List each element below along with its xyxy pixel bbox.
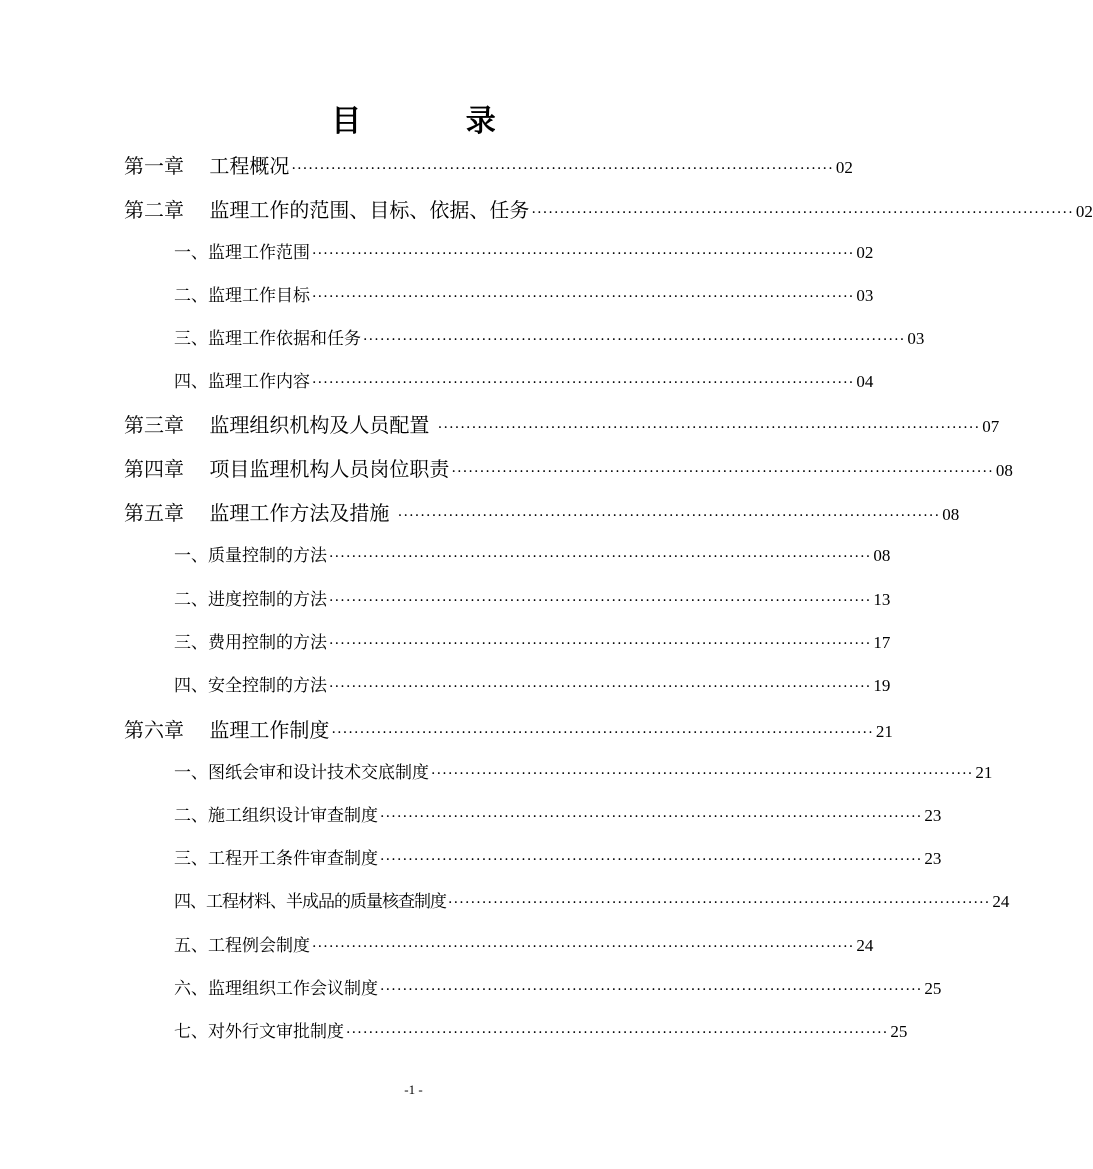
- toc-dot-leader: ································································································: [312, 939, 855, 955]
- toc-dot-leader: ································································································: [329, 549, 872, 565]
- toc-entry-title: 二、施工组织设计审查制度: [174, 806, 378, 826]
- toc-page-number: 24: [992, 892, 1010, 911]
- toc-page-number: 21: [875, 722, 893, 741]
- toc-dot-leader: ································································································: [346, 1025, 889, 1041]
- toc-entry-section[interactable]: [174, 976, 942, 1003]
- toc-page-number: 19: [873, 676, 891, 695]
- toc-page-number: 25: [890, 1022, 908, 1041]
- toc-dot-leader: ································································································: [437, 420, 981, 436]
- toc-entry-title: 第四章 项目监理机构人员岗位职责: [124, 457, 450, 481]
- toc-dot-leader: ································································································: [451, 464, 994, 480]
- toc-page-number: 17: [873, 633, 891, 652]
- toc-entry-section[interactable]: [174, 587, 891, 614]
- toc-page-number: 23: [924, 806, 942, 825]
- toc-entry-title: 四、工程材料、半成品的质量核查制度: [174, 892, 446, 912]
- toc-entry-section[interactable]: [174, 283, 874, 310]
- toc-page-number: 02: [1075, 202, 1093, 221]
- toc-dot-leader: ································································································: [291, 161, 834, 177]
- toc-entry-section[interactable]: [174, 846, 942, 873]
- page-title: 目 录: [331, 104, 496, 139]
- toc-dot-leader: ································································································: [363, 332, 906, 348]
- toc-entry-section[interactable]: [174, 803, 942, 830]
- toc-entry-section[interactable]: [174, 543, 891, 570]
- toc-dot-leader: ································································································: [380, 982, 923, 998]
- toc-dot-leader: ································································································: [448, 895, 991, 911]
- page-number-footer: -1 -: [404, 1082, 423, 1097]
- toc-entry-section[interactable]: [174, 630, 891, 657]
- toc-dot-leader: ································································································: [397, 508, 941, 524]
- toc-dot-leader: ································································································: [431, 766, 974, 782]
- toc-page-number: 03: [856, 286, 874, 305]
- toc-entry-section[interactable]: [174, 889, 1010, 916]
- toc-dot-leader: ································································································: [331, 725, 874, 741]
- toc-entry-title: 第五章 监理工作方法及措施: [124, 501, 396, 525]
- toc-entry-chapter-4[interactable]: [124, 455, 1013, 486]
- toc-entry-title: 三、监理工作依据和任务: [174, 329, 361, 349]
- toc-entry-title: 四、监理工作内容: [174, 372, 310, 392]
- toc-dot-leader: ································································································: [329, 636, 872, 652]
- toc-page-number: 08: [942, 505, 960, 524]
- toc-page-number: 25: [924, 979, 942, 998]
- toc-entry-title: 第六章 监理工作制度: [124, 718, 330, 742]
- toc-entry-title: 二、进度控制的方法: [174, 590, 327, 610]
- toc-dot-leader: ································································································: [329, 679, 872, 695]
- toc-entry-title: 二、监理工作目标: [174, 286, 310, 306]
- toc-entry-title: 三、工程开工条件审查制度: [174, 849, 378, 869]
- toc-entry-title: 一、监理工作范围: [174, 243, 310, 263]
- toc-entry-chapter-1[interactable]: [124, 152, 853, 183]
- toc-page-number: 02: [835, 158, 853, 177]
- toc-entry-section[interactable]: [174, 933, 874, 960]
- toc-entry-title: 七、对外行文审批制度: [174, 1022, 344, 1042]
- toc-entry-title: 第三章 监理组织机构及人员配置: [124, 413, 436, 437]
- toc-entry-title: 四、安全控制的方法: [174, 676, 327, 696]
- toc-entry-title: 五、工程例会制度: [174, 936, 310, 956]
- toc-page-number: 02: [856, 243, 874, 262]
- toc-entry-section[interactable]: [174, 326, 925, 353]
- toc-entry-chapter-5[interactable]: [124, 499, 960, 530]
- toc-dot-leader: ································································································: [531, 205, 1074, 221]
- toc-page-number: 04: [856, 372, 874, 391]
- toc-entry-title: 一、质量控制的方法: [174, 546, 327, 566]
- toc-entry-section[interactable]: [174, 369, 874, 396]
- toc-entry-section[interactable]: [174, 760, 993, 787]
- toc-page-number: 08: [995, 461, 1013, 480]
- toc-dot-leader: ································································································: [312, 246, 855, 262]
- toc-dot-leader: ································································································: [312, 289, 855, 305]
- toc-page-number: 03: [907, 329, 925, 348]
- toc-entry-title: 第二章 监理工作的范围、目标、依据、任务: [124, 198, 530, 222]
- toc-entry-title: 第一章 工程概况: [124, 154, 290, 178]
- toc-entry-title: 六、监理组织工作会议制度: [174, 979, 378, 999]
- toc-entry-chapter-3[interactable]: [124, 411, 1000, 442]
- toc-entry-section[interactable]: [174, 1019, 908, 1046]
- toc-entry-section[interactable]: [174, 240, 874, 267]
- toc-entry-chapter-6[interactable]: [124, 716, 893, 747]
- toc-dot-leader: ································································································: [380, 809, 923, 825]
- toc-dot-leader: ································································································: [329, 593, 872, 609]
- toc-entry-title: 三、费用控制的方法: [174, 633, 327, 653]
- toc-entry-section[interactable]: [174, 673, 891, 700]
- toc-page-number: 13: [873, 590, 891, 609]
- toc-page-number: 21: [975, 763, 993, 782]
- toc-page-number: 08: [873, 546, 891, 565]
- toc-entry-chapter-2[interactable]: [124, 196, 1093, 227]
- toc-page-number: 23: [924, 849, 942, 868]
- toc-dot-leader: ································································································: [312, 375, 855, 391]
- toc-entry-title: 一、图纸会审和设计技术交底制度: [174, 763, 429, 783]
- toc-dot-leader: ································································································: [380, 852, 923, 868]
- toc-page-number: 24: [856, 936, 874, 955]
- toc-page-number: 07: [982, 417, 1000, 436]
